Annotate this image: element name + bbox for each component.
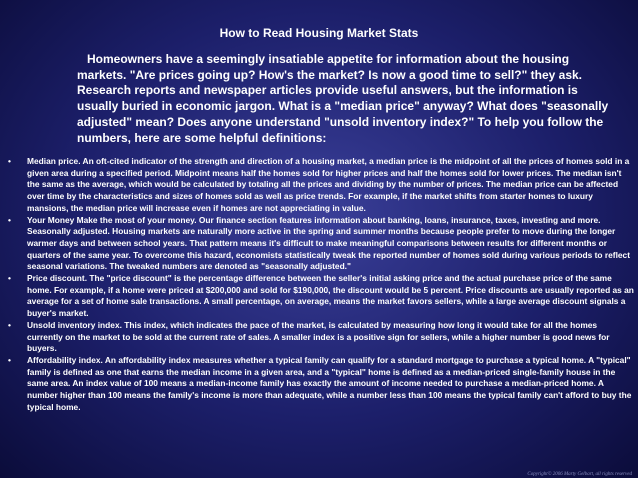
bullet-icon: • [8,156,11,166]
bullet-icon: • [8,354,11,365]
bullet-icon: • [8,214,11,225]
definition-affordability-index: Affordability index. An affordability index measures whether a typical family can qualify for a standard mortgage to purchase a typical home. A "typical" family is defined as one that earns the median income in a given area, and a "typical" home is defined as a median-priced single-family house in the same area. An index value of 100 means a median-income family has exactly the amount of income needed to purchase a median-priced home. A number higher than 100 means the family's income is more than adequate, while a number less than 100 means the typical family can't afford to buy the typical home. [27,354,632,412]
intro-text: Homeowners have a seemingly insatiable appetite for information about the housing markets. "Are prices going up? How's the market? Is now a good time to sell?" they ask. Research reports and newspaper articles provide useful answers, but the information is usually buried in economic jargon. What is a "median price" anyway? What does "seasonally adjusted" mean? Does anyone understand "unsold inventory index?" To help you follow the numbers, here are some helpful definitions: [77,52,609,145]
list-item [8,355,634,414]
definitions-list [8,156,634,413]
definition-unsold-inventory-index: Unsold inventory index. This index, which indicates the pace of the market, is calculated by measuring how long it would take for all the homes currently on the market to be sold at the current rate of sales. A smaller index is a positive sign for sellers, while a higher number is good news for buyers. [27,319,610,354]
bullet-icon: • [8,319,11,330]
bullet-icon: • [8,273,11,284]
definition-price-discount: Price discount. The "price discount" is the percentage difference between the seller's initial asking price and the actual purchase price of the same home. For example, if a home were priced at $200,000 and sold for $190,000, the discount would be 5 percent. Price discounts are usually reported as an average for a set of home sale transactions. A small percentage, on average, means the market favors sellers, while a large average discount signals a buyer's market. [27,273,634,319]
list-item [8,156,634,215]
intro-paragraph [77,52,612,146]
definition-seasonally-adjusted: Your Money Make the most of your money. Our finance section features information about banking, loans, insurance, taxes, investing and more. Seasonally adjusted. Housing markets are naturally more active in the spring and summer months because people prefer to move during the longer warmer days and between school years. That pattern means it's difficult to make meaningful comparisons between results for different months or quarters of the same year. To overcome this hazard, economists statistically tweak the reported number of homes sold during various periods to reflect seasonal variations. The tweaked numbers are denoted as "seasonally adjusted." [27,214,631,272]
list-item [8,273,634,320]
list-item [8,215,634,274]
definition-median-price: Median price. An oft-cited indicator of the strength and direction of a housing market, a median price is the midpoint of all the prices of homes sold in a given area during a specified period. Midpoint means half the homes sold for higher prices and half the homes sold for lower prices. The median isn't the same as the average, which would be calculated by totaling all the prices and dividing by the number of prices. The median price can be affected over time by the characteristics and sizes of homes sold as well as price trends. For example, if the market shifts from starter homes to luxury mansions, the median price will increase even if homes are not appreciating in value. [27,156,630,213]
list-item [8,320,634,355]
copyright-notice: Copyright© 2006 Marty Gelbart, all rights reserved [527,472,632,477]
page-title: How to Read Housing Market Stats [219,26,419,40]
